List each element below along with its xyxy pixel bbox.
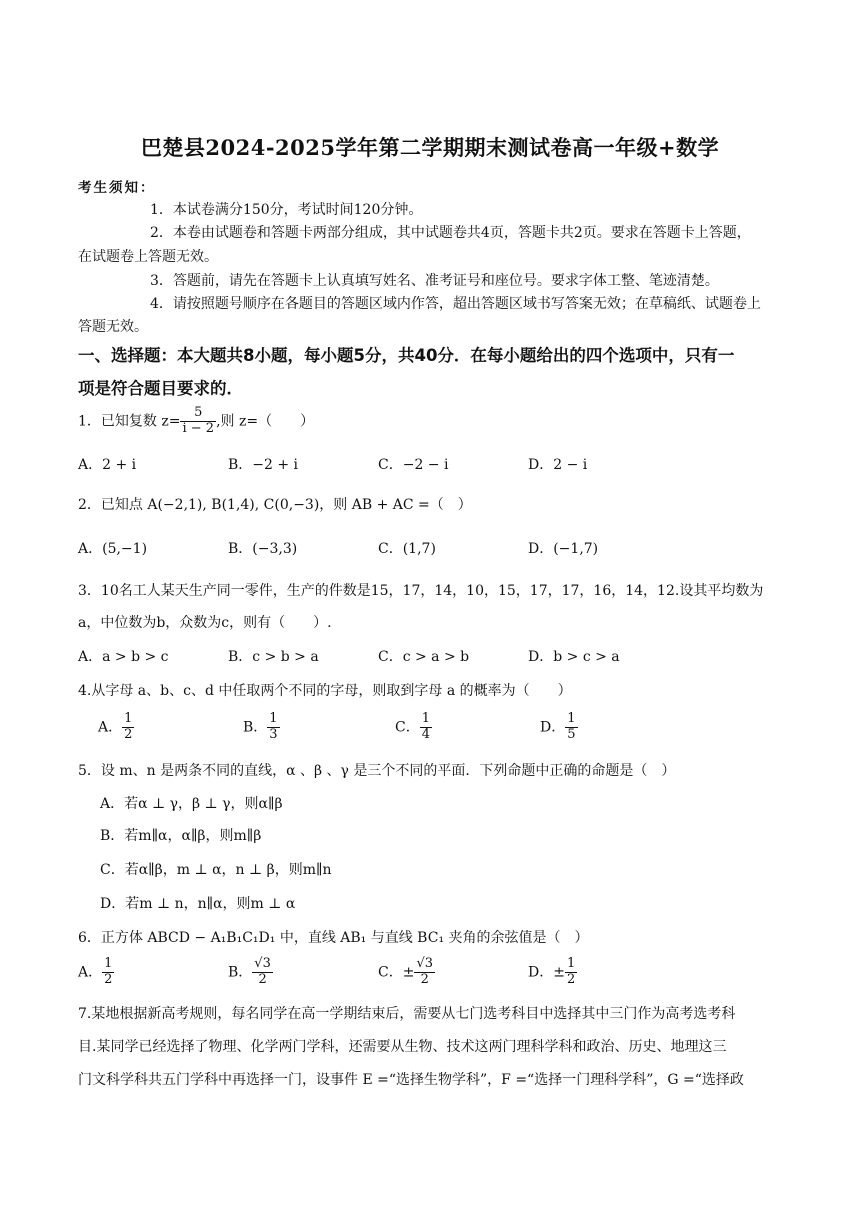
page-title: 巴楚县2024-2025学年第二学期期末测试卷高一年级+数学 [140,135,720,160]
q5-option-a: A．若α ⊥ γ，β ⊥ γ，则α∥β [100,796,283,812]
question-6: 6．正方体 ABCD − A₁B₁C₁D₁ 中，直线 AB₁ 与直线 BC₁ 夹角的余弦值是（ ） [78,930,589,946]
q1-prefix: 1．已知复数 z= [78,413,181,430]
q4-option-c [395,712,432,743]
q1-option-a: A．2 + i [78,457,137,473]
question-5: 5．设 m、n 是两条不同的直线，α 、β 、γ 是三个不同的平面．下列命题中正确的命题是（ ） [78,763,676,779]
question-3-cont: a，中位数为b，众数为c，则有（ ）. [78,615,332,631]
q2-option-c: C．(1,7) [378,541,436,557]
q4-option-d [540,712,578,743]
notice-item: 在试题卷上答题无效。 [78,249,218,265]
q6-c-num: √3 [416,956,434,971]
q3-option-a: A．a > b > c [78,649,169,665]
q6-a-den: 2 [104,971,113,987]
section-heading: 一、选择题：本大题共8小题，每小题5分，共40分．在每小题给出的四个选项中，只有一 [78,346,735,365]
notice-item: 1．本试卷满分150分，考试时间120分钟。 [150,202,423,218]
q4-a-num: 1 [124,711,133,726]
q3-option-d: D．b > c > a [528,649,620,665]
q6-option-a [78,957,114,988]
q4-c-den: 4 [421,726,430,742]
q1-num: 5 [180,406,216,422]
q1-option-d: D．2 − i [528,457,588,473]
q1-fraction [180,406,216,437]
section-heading-cont: 项是符合题目要求的． [78,379,243,398]
q6-a-label: A． [78,964,103,981]
q4-d-num: 1 [567,711,576,726]
q4-b-den: 3 [269,726,278,742]
q2-option-d: D．(−1,7) [528,541,599,557]
q6-option-b [228,957,273,988]
q3-option-c: C．c > a > b [378,649,470,665]
q5-option-b: B．若m∥α，α∥β，则m∥β [100,828,262,844]
q6-d-label: D．± [528,964,565,981]
question-7: 7.某地根据新高考规则，每名同学在高一学期结束后，需要从七门选考科目中选择其中三门作为高考选考科 [78,1006,736,1022]
q2-option-b: B．(−3,3) [228,541,298,557]
notice-item: 4．请按照题号顺序在各题目的答题区域内作答，超出答题区域书写答案无效；在草稿纸、试题卷上 [150,296,761,312]
q1-option-c: C．−2 − i [378,457,449,473]
q5-option-d: D．若m ⊥ n，n∥α，则m ⊥ α [100,896,296,912]
q2-option-a: A．(5,−1) [78,541,148,557]
q4-a-den: 2 [124,726,133,742]
q6-c-label: C．± [378,964,415,981]
q4-d-den: 5 [567,726,576,742]
question-1 [78,406,314,437]
q6-b-label: B． [228,964,253,981]
q6-b-num: √3 [254,956,271,971]
q6-a-num: 1 [104,956,113,971]
notice-item: 2．本卷由试题卷和答题卡两部分组成，其中试题卷共4页，答题卡共2页。要求在答题卡上答题， [150,225,751,241]
q6-b-den: 2 [258,971,267,987]
q4-c-num: 1 [421,711,430,726]
notice-item: 答题无效。 [78,319,148,335]
question-7-cont: 目.某同学已经选择了物理、化学两门学科，还需要从生物、技术这两门理科学科和政治、历史、地理这三 [78,1039,727,1055]
question-7-cont: 门文科学科共五门学科中再选择一门，设事件 E =“选择生物学科”，F =“选择一门理科学科”，G =“选择政 [78,1072,744,1088]
q1-suffix: ,则 z=（ ） [216,413,315,430]
q4-a-label: A． [98,719,123,736]
q3-option-b: B．c > b > a [228,649,319,665]
q6-c-den: 2 [420,971,429,987]
question-3: 3．10名工人某天生产同一零件，生产的件数是15，17，14，10，15，17，17，16，14，12.设其平均数为 [78,583,764,599]
question-2: 2．已知点 A(−2,1), B(1,4), C(0,−3)，则 AB + AC =（ ） [78,497,472,513]
notice-item: 3．答题前，请先在答题卡上认真填写姓名、准考证号和座位号。要求字体工整、笔迹清楚。 [150,273,719,289]
q5-option-c: C．若α∥β，m ⊥ α，n ⊥ β，则m∥n [100,862,332,878]
notice-heading: 考生须知： [78,180,156,196]
q1-den: i − 2 [182,420,215,436]
q6-option-d [528,957,577,988]
q4-option-b [243,712,280,743]
q4-c-label: C． [395,719,420,736]
q6-option-c [378,957,435,988]
q4-d-label: D． [540,719,566,736]
q6-d-num: 1 [566,956,576,971]
q4-b-num: 1 [269,711,278,726]
q4-b-label: B． [243,719,268,736]
q1-option-b: B．−2 + i [228,457,299,473]
q4-option-a [98,712,134,743]
q6-d-den: 2 [566,971,576,987]
question-4: 4.从字母 a、b、c、d 中任取两个不同的字母，则取到字母 a 的概率为（ ） [78,683,572,699]
